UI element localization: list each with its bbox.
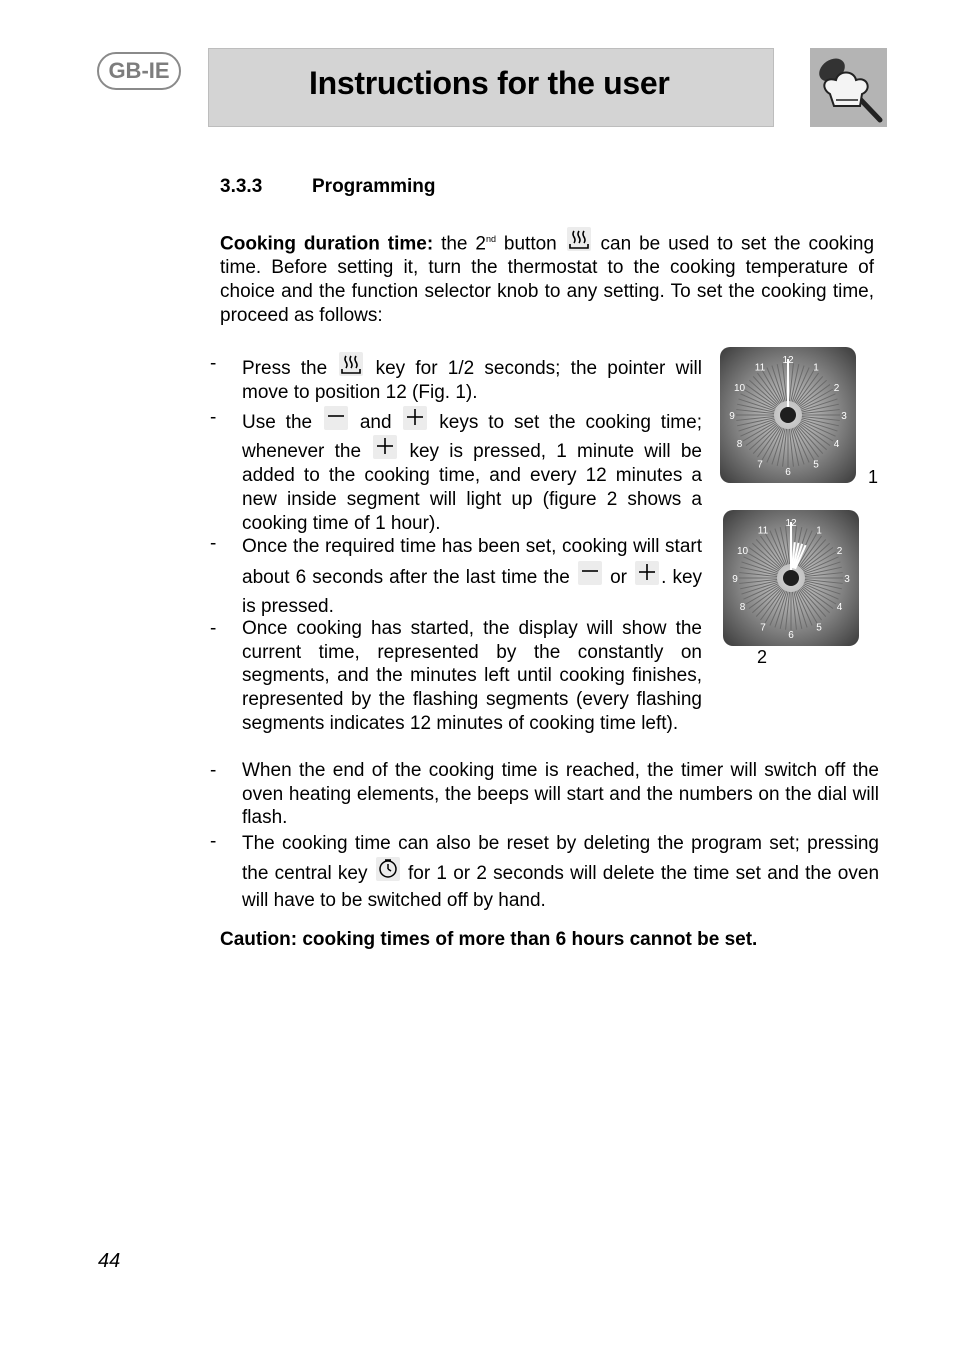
dial-segment <box>737 418 774 426</box>
clock-key-icon <box>376 857 400 881</box>
timer-dial-figure-1 <box>720 347 856 483</box>
dial-number: 9 <box>729 411 735 422</box>
minus-key-icon <box>578 561 602 585</box>
dial-segment <box>805 579 843 583</box>
dial-segment <box>739 579 777 583</box>
dial-number: 2 <box>833 383 840 394</box>
item-text: Once the required time has been set, cooking will start about 6 seconds after the last time the <box>242 536 702 588</box>
item-text: keys to set the cooking time; whenever the <box>242 412 702 462</box>
dial-number: 4 <box>833 439 840 450</box>
dial-segment <box>756 539 781 567</box>
item-text: for 1 or 2 seconds will delete the time set and the oven will have to be switched off by hand. <box>242 863 880 911</box>
dial-number: 6 <box>785 467 791 478</box>
intro-paragraph <box>220 227 874 328</box>
dial-segment <box>749 424 777 449</box>
dial-segment <box>737 404 774 412</box>
section-heading <box>220 176 436 198</box>
dial-segment <box>800 539 825 567</box>
dial-segment <box>786 526 790 564</box>
cooking-duration-key-icon <box>339 352 363 376</box>
dial-segment <box>783 363 787 401</box>
dial-number: 7 <box>760 622 766 634</box>
dial-segment <box>797 425 822 453</box>
dial-segment <box>752 543 780 568</box>
dial-graphic <box>720 347 856 483</box>
dial-segment <box>805 581 842 589</box>
dial-segment <box>740 581 777 589</box>
intro-text: can be used to set the cooking time. Before setting it, turn the thermostat to the cooking temperature of choice and the function selector knob to any setting. To set the cooking time, proceed as follows: <box>220 233 875 327</box>
dial-graphic <box>723 510 859 646</box>
item-text: Press the <box>242 358 338 379</box>
dial-number: 2 <box>836 546 843 557</box>
dial-segment <box>749 380 777 405</box>
dial-number: 10 <box>736 546 749 557</box>
dial-segment <box>740 567 777 575</box>
dial-number: 1 <box>816 525 822 537</box>
dial-number: 3 <box>844 574 850 585</box>
list-dash: - <box>210 760 217 781</box>
dial-number: 5 <box>813 459 819 471</box>
item-text: Once cooking has started, the display will show the current time, represented by the constantly on segments, and the minutes left until cooking finishes, represented by the flashing segments (every flashing segments indicates 12 minutes of cooking time left). <box>242 618 702 734</box>
list-dash: - <box>210 407 217 428</box>
section-title: Programming <box>312 176 436 197</box>
figure-label: 2 <box>757 647 768 667</box>
list-dash: - <box>210 831 217 852</box>
item-text: Use the <box>242 412 322 433</box>
dial-segment <box>780 592 788 629</box>
intro-text: button <box>496 233 565 255</box>
dial-number: 4 <box>836 602 843 613</box>
minus-key-icon <box>324 406 348 430</box>
item-text: key is pressed, 1 minute will be added to the cooking time, and every 12 minutes a new inside segment will light up (figure 2 shows a cooking time of 1 hour). <box>242 441 702 534</box>
spoon-chef-hat-icon <box>810 48 887 127</box>
plus-key-icon <box>403 406 427 430</box>
dial-number: 11 <box>754 362 766 374</box>
dial-number: 5 <box>816 622 822 634</box>
intro-lead: Cooking duration time: <box>220 233 434 255</box>
region-badge: GB-IE <box>97 52 181 90</box>
dial-segment <box>792 592 796 630</box>
dial-number: 9 <box>732 574 738 585</box>
dial-number: 12 <box>782 355 794 366</box>
page-title: Instructions for the user <box>309 65 670 101</box>
timer-dial-figure-2 <box>723 510 859 646</box>
header-bar <box>208 48 774 127</box>
dial-segment <box>736 410 774 414</box>
dial-segment <box>753 425 778 453</box>
list-dash: - <box>210 353 217 374</box>
intro-sup: nd <box>485 234 496 244</box>
dial-segment <box>791 364 799 401</box>
dial-segment <box>780 527 788 564</box>
dial-segment <box>801 587 829 612</box>
dial-segment <box>789 429 793 467</box>
dial-number: 3 <box>841 411 847 422</box>
plus-key-icon <box>373 435 397 459</box>
cooking-duration-key-icon <box>567 227 591 251</box>
item-text: and <box>349 412 402 433</box>
dial-segment <box>791 429 799 466</box>
dial-segment <box>798 380 826 405</box>
intro-text: the 2 <box>433 233 486 255</box>
dial-segment <box>805 567 842 575</box>
item-text: or <box>603 567 634 588</box>
dial-number: 12 <box>785 518 797 529</box>
dial-segment <box>753 376 778 404</box>
dial-number: 7 <box>757 459 763 471</box>
dial-hub <box>780 407 796 423</box>
dial-number: 8 <box>739 602 746 613</box>
dial-segment <box>798 424 826 449</box>
dial-segment <box>736 416 774 420</box>
list-dash: - <box>210 618 217 639</box>
plus-key-icon <box>635 561 659 585</box>
section-number: 3.3.3 <box>220 176 263 197</box>
dial-segment <box>739 573 777 577</box>
dial-segment <box>756 588 781 616</box>
dial-number: 6 <box>788 630 794 641</box>
item-text: key for 1/2 seconds; the pointer will move to position 12 (Fig. 1). <box>242 358 702 403</box>
dial-number: 1 <box>813 362 819 374</box>
dial-segment <box>805 573 843 577</box>
dial-hub <box>783 570 799 586</box>
dial-segment <box>794 592 802 629</box>
dial-segment <box>802 410 840 414</box>
caution-note: Caution: cooking times of more than 6 hours cannot be set. <box>220 929 758 950</box>
dial-segment <box>802 418 839 426</box>
dial-segment <box>786 592 790 630</box>
dial-number: 10 <box>733 383 746 394</box>
list-dash: - <box>210 533 217 554</box>
page-number: 44 <box>98 1250 121 1272</box>
dial-segment <box>797 376 822 404</box>
dial-segment <box>777 429 785 466</box>
dial-segment <box>802 404 839 412</box>
item-text: . key is pressed. <box>242 567 703 617</box>
dial-segment <box>800 588 825 616</box>
dial-segment <box>789 363 793 401</box>
dial-segment <box>802 416 840 420</box>
dial-segment <box>777 364 785 401</box>
figure-label: 1 <box>868 467 879 487</box>
item-text: When the end of the cooking time is reached, the timer will switch off the oven heating elements, the beeps will start and the numbers on the dial will flash. <box>242 760 879 828</box>
dial-number: 8 <box>736 439 743 450</box>
dial-segment <box>752 587 780 612</box>
dial-segment <box>783 429 787 467</box>
item-text: The cooking time can also be reset by deleting the program set; pressing the central key <box>242 833 879 884</box>
dial-number: 11 <box>757 525 769 537</box>
